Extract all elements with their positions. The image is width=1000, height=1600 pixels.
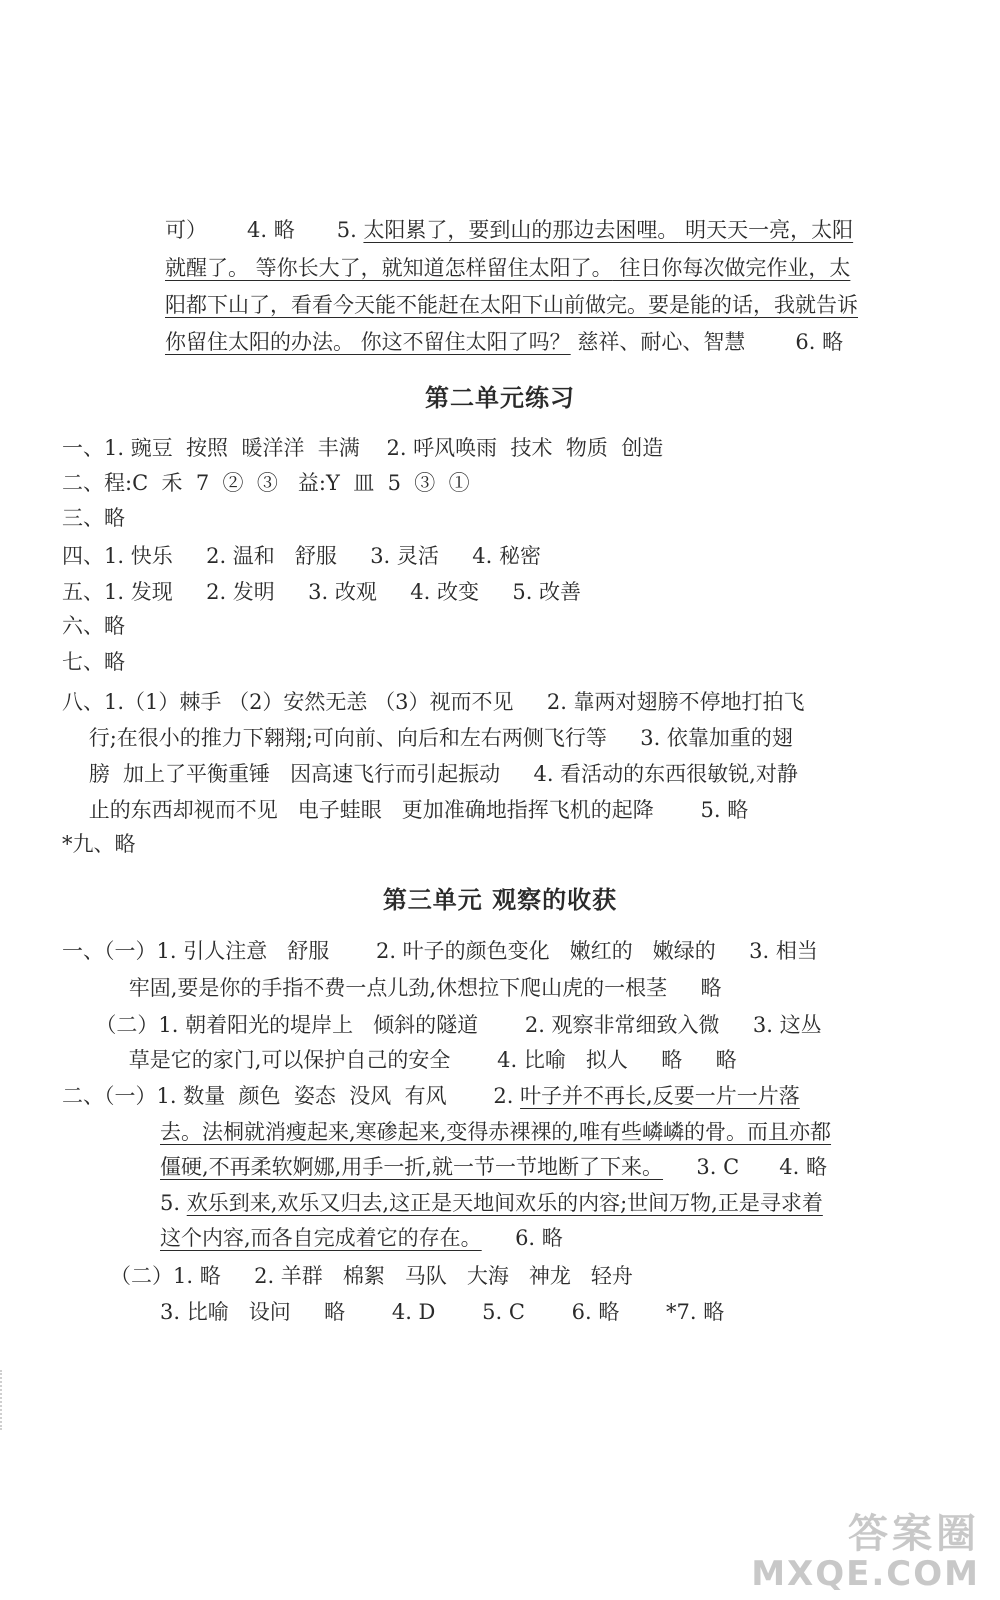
text-line: 五、1. 发现 2. 发明 3. 改观 4. 改变 5. 改善 xyxy=(62,580,582,604)
text-line: 六、略 xyxy=(62,614,125,638)
watermark-text: 答案圈 xyxy=(848,1511,980,1557)
text-line: 三、略 xyxy=(62,506,125,530)
text-line: *九、略 xyxy=(62,832,136,856)
text-line: 二、程:C 禾 7 ② ③ 益:Y 皿 5 ③ ① xyxy=(62,471,470,495)
text-line: 阳都下山了，看看今天能不能赶在太阳下山前做完。要是能的话，我就告诉 xyxy=(165,293,858,317)
section-heading: 第二单元练习 xyxy=(425,384,575,412)
text-line: 牢固,要是你的手指不费一点儿劲,休想拉下爬山虎的一根茎 略 xyxy=(62,976,722,1000)
binding-edge-mark xyxy=(0,1370,16,1430)
text-line: 二、（一）1. 数量 颜色 姿态 没风 有风 2. 叶子并不再长,反要一片一片落 xyxy=(62,1084,800,1108)
text-line: 你留住太阳的办法。 你这不留住太阳了吗？ 慈祥、耐心、智慧 6. 略 xyxy=(165,330,844,354)
text-line: 八、1.（1）棘手 （2）安然无恙 （3）视而不见 2. 靠两对翅膀不停地打拍飞 xyxy=(62,690,805,714)
watermark-logo xyxy=(751,1512,980,1592)
text-line: 3. 比喻 设问 略 4. D 5. C 6. 略 *7. 略 xyxy=(160,1300,725,1324)
watermark-url: MXQE.COM xyxy=(751,1554,980,1594)
text-line: 去。法桐就消瘦起来,寒碜起来,变得赤裸裸的,唯有些嶙嶙的骨。而且亦都 xyxy=(160,1120,832,1144)
section-heading: 第三单元 观察的收获 xyxy=(382,886,618,914)
text-line: 草是它的家门,可以保护自己的安全 4. 比喻 拟人 略 略 xyxy=(62,1048,737,1072)
text-line: 七、略 xyxy=(62,650,125,674)
text-line: 这个内容,而各自完成着它的存在。 6. 略 xyxy=(160,1226,563,1250)
text-line: 四、1. 快乐 2. 温和 舒服 3. 灵活 4. 秘密 xyxy=(62,544,541,568)
text-line: 止的东西却视而不见 电子蛙眼 更加准确地指挥飞机的起降 5. 略 xyxy=(62,798,749,822)
text-line: 一、1. 豌豆 按照 暖洋洋 丰满 2. 呼风唤雨 技术 物质 创造 xyxy=(62,436,664,460)
text-line: 就醒了。 等你长大了，就知道怎样留住太阳了。 往日你每次做完作业，太 xyxy=(165,256,851,280)
text-line: 僵硬,不再柔软婀娜,用手一折,就一节一节地断了下来。 3. C 4. 略 xyxy=(160,1155,827,1179)
text-line: 可） 4. 略 5. 太阳累了，要到山的那边去困哩。 明天天一亮，太阳 xyxy=(165,218,854,242)
text-line: 膀 加上了平衡重锤 因高速飞行而引起振动 4. 看活动的东西很敏锐,对静 xyxy=(62,762,798,786)
text-line: 5. 欢乐到来,欢乐又归去,这正是天地间欢乐的内容;世间万物,正是寻求着 xyxy=(160,1191,823,1215)
text-line: （二）1. 朝着阳光的堤岸上 倾斜的隧道 2. 观察非常细致入微 3. 这丛 xyxy=(62,1013,822,1037)
text-line: 行;在很小的推力下翱翔;可向前、向后和左右两侧飞行等 3. 依靠加重的翅 xyxy=(62,726,793,750)
text-line: （二）1. 略 2. 羊群 棉絮 马队 大海 神龙 轻舟 xyxy=(110,1264,633,1288)
text-line: 一、（一）1. 引人注意 舒服 2. 叶子的颜色变化 嫩红的 嫩绿的 3. 相当 xyxy=(62,939,818,963)
